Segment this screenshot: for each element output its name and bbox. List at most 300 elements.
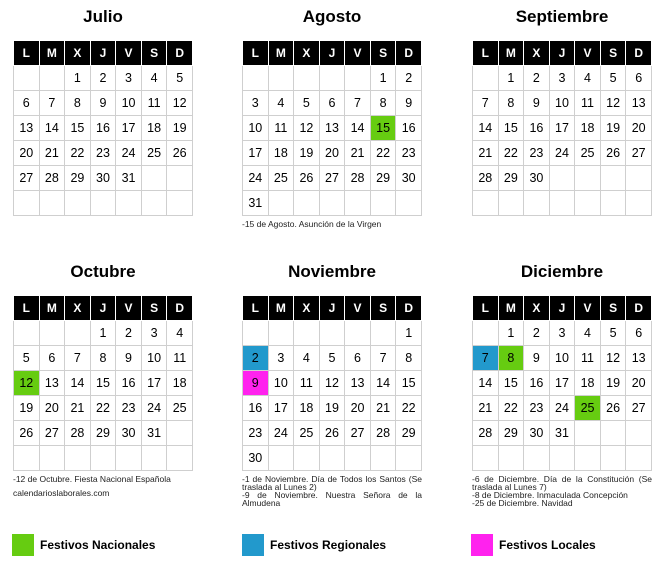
day-cell: 12 (294, 116, 320, 141)
empty-day-cell (294, 446, 320, 471)
weekday-header: S (141, 296, 167, 321)
empty-day-cell (65, 446, 91, 471)
day-cell: 11 (141, 91, 167, 116)
day-cell: 27 (319, 166, 345, 191)
empty-day-cell (396, 446, 422, 471)
legend-item-nacional (12, 534, 155, 556)
empty-day-cell (243, 66, 269, 91)
weekday-header: L (473, 296, 499, 321)
day-cell: 14 (345, 116, 371, 141)
weekday-header: D (626, 296, 652, 321)
day-cell: 27 (626, 141, 652, 166)
calendar-grid (472, 295, 652, 471)
month-agosto (242, 5, 422, 228)
empty-day-cell (319, 66, 345, 91)
day-cell: 30 (116, 421, 142, 446)
empty-day-cell (549, 166, 575, 191)
day-cell: 2 (243, 346, 269, 371)
day-cell: 19 (14, 396, 40, 421)
empty-day-cell (575, 421, 601, 446)
week-row (243, 396, 422, 421)
day-cell: 20 (319, 141, 345, 166)
empty-day-cell (626, 421, 652, 446)
month-noviembre (242, 260, 422, 507)
weekday-header: S (600, 296, 626, 321)
week-row (473, 141, 652, 166)
week-row (473, 321, 652, 346)
day-cell: 23 (90, 141, 116, 166)
weekday-header: X (65, 296, 91, 321)
empty-day-cell (294, 66, 320, 91)
day-cell: 10 (116, 91, 142, 116)
day-cell: 12 (600, 91, 626, 116)
weekday-header: S (370, 296, 396, 321)
empty-day-cell (14, 321, 40, 346)
empty-day-cell (498, 446, 524, 471)
weekday-header: S (600, 41, 626, 66)
week-row (473, 446, 652, 471)
weekday-header: V (116, 41, 142, 66)
empty-day-cell (167, 166, 193, 191)
day-cell: 3 (116, 66, 142, 91)
day-cell: 30 (524, 421, 550, 446)
day-cell: 25 (167, 396, 193, 421)
empty-day-cell (268, 321, 294, 346)
day-cell: 14 (370, 371, 396, 396)
empty-day-cell (243, 321, 269, 346)
day-cell: 19 (294, 141, 320, 166)
holiday-notes (242, 475, 422, 507)
day-cell: 8 (65, 91, 91, 116)
legend-label: Festivos Nacionales (40, 538, 156, 552)
weekday-header-row (243, 41, 422, 66)
empty-day-cell (39, 446, 65, 471)
week-row (473, 66, 652, 91)
empty-day-cell (600, 421, 626, 446)
month-title: Agosto (302, 7, 362, 26)
day-cell: 8 (396, 346, 422, 371)
day-cell: 13 (14, 116, 40, 141)
legend-swatch (242, 534, 264, 556)
day-cell: 22 (498, 141, 524, 166)
weekday-header: D (396, 41, 422, 66)
day-cell: 25 (575, 396, 601, 421)
holiday-note: -25 de Diciembre. Navidad (472, 498, 573, 508)
empty-day-cell (549, 191, 575, 216)
week-row (14, 446, 193, 471)
week-row (473, 191, 652, 216)
holiday-note: -12 de Octubre. Fiesta Nacional Española (13, 474, 171, 484)
holiday-note: -15 de Agosto. Asunción de la Virgen (242, 219, 382, 229)
day-cell: 18 (268, 141, 294, 166)
day-cell: 29 (65, 166, 91, 191)
day-cell: 5 (319, 346, 345, 371)
week-row (14, 66, 193, 91)
day-cell: 20 (345, 396, 371, 421)
weekday-header: J (319, 296, 345, 321)
day-cell: 16 (116, 371, 142, 396)
day-cell: 10 (549, 346, 575, 371)
day-cell: 6 (319, 91, 345, 116)
weekday-header: L (473, 41, 499, 66)
day-cell: 4 (575, 66, 601, 91)
day-cell: 20 (626, 116, 652, 141)
empty-day-cell (575, 446, 601, 471)
day-cell: 17 (141, 371, 167, 396)
empty-day-cell (141, 166, 167, 191)
week-row (14, 396, 193, 421)
day-cell: 31 (549, 421, 575, 446)
weekday-header: D (167, 41, 193, 66)
day-cell: 22 (498, 396, 524, 421)
week-row (243, 191, 422, 216)
day-cell: 23 (243, 421, 269, 446)
weekday-header: D (167, 296, 193, 321)
day-cell: 24 (243, 166, 269, 191)
day-cell: 15 (498, 116, 524, 141)
day-cell: 9 (396, 91, 422, 116)
weekday-header: L (14, 296, 40, 321)
weekday-header: M (498, 41, 524, 66)
day-cell: 1 (396, 321, 422, 346)
weekday-header: D (626, 41, 652, 66)
empty-day-cell (600, 191, 626, 216)
weekday-header: V (345, 296, 371, 321)
week-row (14, 346, 193, 371)
weekday-header: L (14, 41, 40, 66)
week-row (14, 191, 193, 216)
empty-day-cell (39, 321, 65, 346)
day-cell: 11 (167, 346, 193, 371)
day-cell: 3 (141, 321, 167, 346)
day-cell: 19 (600, 116, 626, 141)
weekday-header: S (141, 41, 167, 66)
holiday-note: -8 de Diciembre. Inmaculada Concepción (472, 490, 628, 500)
day-cell: 20 (14, 141, 40, 166)
weekday-header: X (294, 296, 320, 321)
week-row (14, 141, 193, 166)
day-cell: 29 (498, 166, 524, 191)
week-row (14, 321, 193, 346)
empty-day-cell (370, 446, 396, 471)
day-cell: 30 (396, 166, 422, 191)
day-cell: 26 (600, 141, 626, 166)
day-cell: 25 (575, 141, 601, 166)
week-row (473, 346, 652, 371)
day-cell: 6 (626, 66, 652, 91)
day-cell: 14 (39, 116, 65, 141)
legend-label: Festivos Locales (499, 538, 596, 552)
calendar-grid (13, 40, 193, 216)
empty-day-cell (65, 321, 91, 346)
day-cell: 19 (600, 371, 626, 396)
weekday-header: V (345, 41, 371, 66)
empty-day-cell (14, 66, 40, 91)
day-cell: 22 (65, 141, 91, 166)
day-cell: 17 (116, 116, 142, 141)
holiday-note: -1 de Noviembre. Día de Todos los Santos (Se traslada al Lunes 2) (242, 474, 422, 492)
weekday-header-row (14, 41, 193, 66)
day-cell: 6 (345, 346, 371, 371)
day-cell: 16 (90, 116, 116, 141)
day-cell: 25 (141, 141, 167, 166)
empty-day-cell (268, 191, 294, 216)
empty-day-cell (524, 446, 550, 471)
week-row (243, 166, 422, 191)
day-cell: 19 (167, 116, 193, 141)
site-credit: calendarioslaborales.com (13, 488, 110, 498)
weekday-header: J (90, 296, 116, 321)
legend-item-regional (242, 534, 386, 556)
weekday-header-row (243, 296, 422, 321)
empty-day-cell (294, 321, 320, 346)
week-row (14, 91, 193, 116)
empty-day-cell (473, 446, 499, 471)
day-cell: 10 (549, 91, 575, 116)
empty-day-cell (167, 446, 193, 471)
day-cell: 27 (14, 166, 40, 191)
day-cell: 7 (39, 91, 65, 116)
day-cell: 8 (498, 91, 524, 116)
empty-day-cell (14, 191, 40, 216)
calendar-grid (242, 295, 422, 471)
empty-day-cell (396, 191, 422, 216)
day-cell: 10 (141, 346, 167, 371)
day-cell: 13 (345, 371, 371, 396)
empty-day-cell (65, 191, 91, 216)
empty-day-cell (473, 191, 499, 216)
day-cell: 31 (243, 191, 269, 216)
week-row (243, 446, 422, 471)
day-cell: 31 (141, 421, 167, 446)
week-row (243, 346, 422, 371)
day-cell: 26 (600, 396, 626, 421)
day-cell: 22 (90, 396, 116, 421)
empty-day-cell (370, 321, 396, 346)
day-cell: 11 (575, 346, 601, 371)
empty-day-cell (626, 191, 652, 216)
weekday-header: M (498, 296, 524, 321)
day-cell: 29 (370, 166, 396, 191)
day-cell: 3 (268, 346, 294, 371)
day-cell: 9 (524, 91, 550, 116)
legend-item-local (471, 534, 596, 556)
day-cell: 5 (600, 66, 626, 91)
day-cell: 28 (370, 421, 396, 446)
empty-day-cell (575, 166, 601, 191)
weekday-header-row (14, 296, 193, 321)
day-cell: 6 (626, 321, 652, 346)
holiday-notes (472, 475, 652, 507)
day-cell: 11 (268, 116, 294, 141)
week-row (14, 421, 193, 446)
day-cell: 23 (524, 141, 550, 166)
empty-day-cell (90, 446, 116, 471)
empty-day-cell (90, 191, 116, 216)
day-cell: 27 (345, 421, 371, 446)
calendar-grid (13, 295, 193, 471)
day-cell: 23 (396, 141, 422, 166)
day-cell: 5 (294, 91, 320, 116)
day-cell: 1 (498, 321, 524, 346)
week-row (473, 91, 652, 116)
day-cell: 18 (294, 396, 320, 421)
weekday-header-row (473, 296, 652, 321)
empty-day-cell (167, 421, 193, 446)
empty-day-cell (14, 446, 40, 471)
month-title: Diciembre (520, 262, 604, 281)
day-cell: 3 (549, 321, 575, 346)
weekday-header: X (524, 296, 550, 321)
weekday-header: J (549, 296, 575, 321)
empty-day-cell (549, 446, 575, 471)
day-cell: 1 (370, 66, 396, 91)
week-row (473, 421, 652, 446)
holiday-notes (242, 220, 422, 228)
week-row (243, 321, 422, 346)
day-cell: 5 (600, 321, 626, 346)
day-cell: 7 (473, 346, 499, 371)
weekday-header: M (268, 296, 294, 321)
day-cell: 7 (473, 91, 499, 116)
day-cell: 11 (575, 91, 601, 116)
empty-day-cell (370, 191, 396, 216)
week-row (14, 371, 193, 396)
empty-day-cell (319, 321, 345, 346)
day-cell: 29 (90, 421, 116, 446)
day-cell: 8 (370, 91, 396, 116)
day-cell: 20 (626, 371, 652, 396)
day-cell: 28 (473, 421, 499, 446)
day-cell: 12 (14, 371, 40, 396)
weekday-header: V (116, 296, 142, 321)
day-cell: 26 (167, 141, 193, 166)
empty-day-cell (345, 191, 371, 216)
day-cell: 21 (345, 141, 371, 166)
holiday-notes (13, 475, 193, 483)
month-octubre (13, 260, 193, 498)
day-cell: 21 (473, 141, 499, 166)
day-cell: 1 (65, 66, 91, 91)
month-septiembre (472, 5, 652, 220)
day-cell: 29 (498, 421, 524, 446)
day-cell: 2 (396, 66, 422, 91)
day-cell: 15 (90, 371, 116, 396)
day-cell: 30 (524, 166, 550, 191)
day-cell: 25 (268, 166, 294, 191)
day-cell: 4 (167, 321, 193, 346)
day-cell: 17 (268, 396, 294, 421)
empty-day-cell (626, 166, 652, 191)
day-cell: 9 (90, 91, 116, 116)
day-cell: 16 (524, 371, 550, 396)
day-cell: 8 (90, 346, 116, 371)
day-cell: 30 (243, 446, 269, 471)
day-cell: 24 (268, 421, 294, 446)
day-cell: 13 (626, 91, 652, 116)
week-row (243, 421, 422, 446)
empty-day-cell (345, 66, 371, 91)
day-cell: 13 (39, 371, 65, 396)
empty-day-cell (473, 66, 499, 91)
empty-day-cell (345, 321, 371, 346)
empty-day-cell (626, 446, 652, 471)
empty-day-cell (345, 446, 371, 471)
week-row (473, 371, 652, 396)
day-cell: 26 (319, 421, 345, 446)
empty-day-cell (268, 446, 294, 471)
empty-day-cell (524, 191, 550, 216)
calendar-grid (472, 40, 652, 216)
weekday-header: J (549, 41, 575, 66)
month-title: Octubre (70, 262, 136, 281)
day-cell: 7 (370, 346, 396, 371)
day-cell: 18 (575, 371, 601, 396)
day-cell: 24 (549, 141, 575, 166)
day-cell: 15 (370, 116, 396, 141)
week-row (14, 116, 193, 141)
weekday-header: J (319, 41, 345, 66)
empty-day-cell (167, 191, 193, 216)
day-cell: 25 (294, 421, 320, 446)
day-cell: 21 (39, 141, 65, 166)
day-cell: 26 (294, 166, 320, 191)
week-row (243, 91, 422, 116)
day-cell: 26 (14, 421, 40, 446)
day-cell: 28 (473, 166, 499, 191)
weekday-header: L (243, 296, 269, 321)
day-cell: 16 (524, 116, 550, 141)
calendar-grid (242, 40, 422, 216)
day-cell: 17 (243, 141, 269, 166)
day-cell: 13 (626, 346, 652, 371)
empty-day-cell (116, 191, 142, 216)
day-cell: 12 (167, 91, 193, 116)
weekday-header: X (65, 41, 91, 66)
empty-day-cell (141, 446, 167, 471)
weekday-header: M (39, 296, 65, 321)
weekday-header: S (370, 41, 396, 66)
day-cell: 9 (116, 346, 142, 371)
week-row (14, 166, 193, 191)
day-cell: 1 (90, 321, 116, 346)
week-row (473, 116, 652, 141)
day-cell: 15 (65, 116, 91, 141)
day-cell: 7 (345, 91, 371, 116)
day-cell: 3 (243, 91, 269, 116)
empty-day-cell (600, 446, 626, 471)
day-cell: 10 (268, 371, 294, 396)
day-cell: 23 (116, 396, 142, 421)
weekday-header: D (396, 296, 422, 321)
weekday-header: L (243, 41, 269, 66)
day-cell: 20 (39, 396, 65, 421)
day-cell: 17 (549, 371, 575, 396)
day-cell: 29 (396, 421, 422, 446)
week-row (243, 66, 422, 91)
week-row (473, 166, 652, 191)
day-cell: 15 (396, 371, 422, 396)
day-cell: 14 (65, 371, 91, 396)
day-cell: 18 (575, 116, 601, 141)
weekday-header: V (575, 41, 601, 66)
day-cell: 18 (141, 116, 167, 141)
week-row (243, 141, 422, 166)
empty-day-cell (319, 446, 345, 471)
month-julio (13, 5, 193, 220)
weekday-header: V (575, 296, 601, 321)
day-cell: 4 (575, 321, 601, 346)
